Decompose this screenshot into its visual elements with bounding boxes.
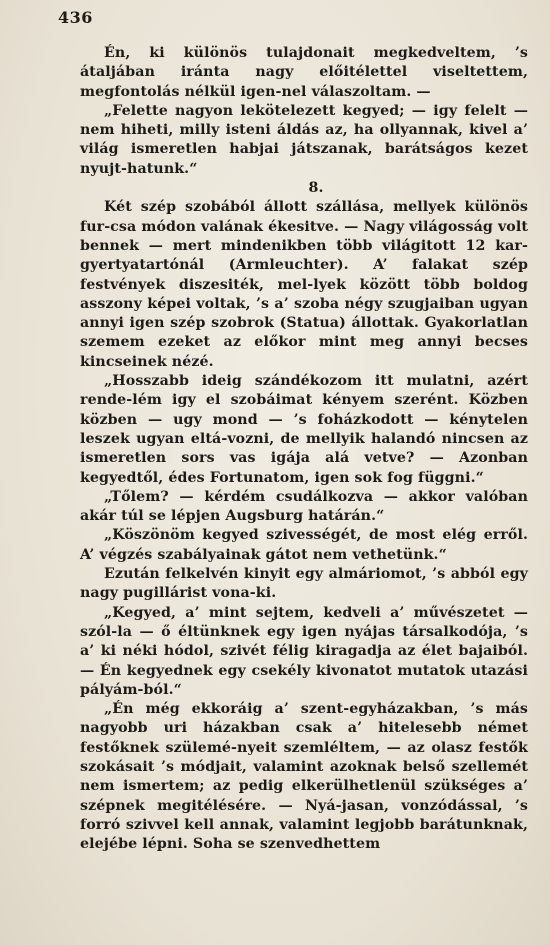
- paragraph: „Tőlem? — kérdém csudálkozva — akkor valóban akár túl se lépjen Augsburg határán.“: [80, 488, 528, 525]
- paragraph: „Köszönöm kegyed szivességét, de most elég erről. A’ végzés szabályainak gátot nem vethetünk.“: [80, 527, 528, 563]
- section-number: 8.: [308, 180, 324, 197]
- paragraph: Két szép szobából állott szállása, mellyek különös fur-csa módon valának ékesitve. — Nagy világosság volt bennek — mert mindenikben több világitott 12 kar-gyertyatartónál (Armleuchter). A’ falakat szép festvények diszesiték, mel-lyek között több boldog asszony képei voltak, ’s a’ szoba négy szugjaiban ugyan annyi igen szép szobrok (Statua) állottak. Gyakorlatlan szemem ezeket az előkor mint meg annyi becses kincseinek nézé.: [80, 199, 528, 370]
- paragraph: „Felette nagyon lekötelezett kegyed; — igy felelt — nem hiheti, milly isteni áldás az, ha ollyannak, kivel a’ világ ismeretlen habjai játszanak, barátságos kezet nyujt-hatunk.“: [80, 102, 528, 177]
- paragraph: Ezután felkelvén kinyit egy almáriomot, ’s abból egy nagy pugillárist vona-ki.: [80, 566, 528, 602]
- paragraph: „Kegyed, a’ mint sejtem, kedveli a’ művészetet — szól-la — ő éltünknek egy igen nyájas társalkodója, ’s a’ ki néki hódol, szivét félig kiragadja az élet bajaiból. — Én kegyednek egy csekély kivonatot mutatok utazási pályám-ból.“: [80, 604, 528, 698]
- page-body: [80, 44, 528, 854]
- page-number: 436: [58, 8, 93, 27]
- paragraph: „Én még ekkoráig a’ szent-egyházakban, ’s más nagyobb uri házakban csak a’ hitelesebb német festőknek szülemé-nyeit szemléltem, — az olasz festők szokásait ’s módjait, valamint azoknak belső szellemét nem ismertem; az pedig elkerülhetlenül szükséges a’ szépnek megitélésére. — Nyá-jasan, vonzódással, ’s forró szivvel kell annak, valamint legjobb barátunknak, elejébe lépni. Soha se szenvedhettem: [80, 701, 528, 853]
- paragraph: Én, ki különös tulajdonait megkedveltem, ’s átaljában iránta nagy előitélettel viseltettem, megfontolás nélkül igen-nel válaszoltam. —: [80, 45, 528, 100]
- paragraph: „Hosszabb ideig szándékozom itt mulatni, azért rende-lém igy el szobáimat kényem szerént. Közben közben — ugy mond — ’s foházkodott — kénytelen leszek ugyan eltá-vozni, de mellyik halandó nincsen az ismeretlen sors vas igája alá vetve? — Azonban kegyedtől, édes Fortunatom, igen sok fog függni.“: [80, 373, 528, 486]
